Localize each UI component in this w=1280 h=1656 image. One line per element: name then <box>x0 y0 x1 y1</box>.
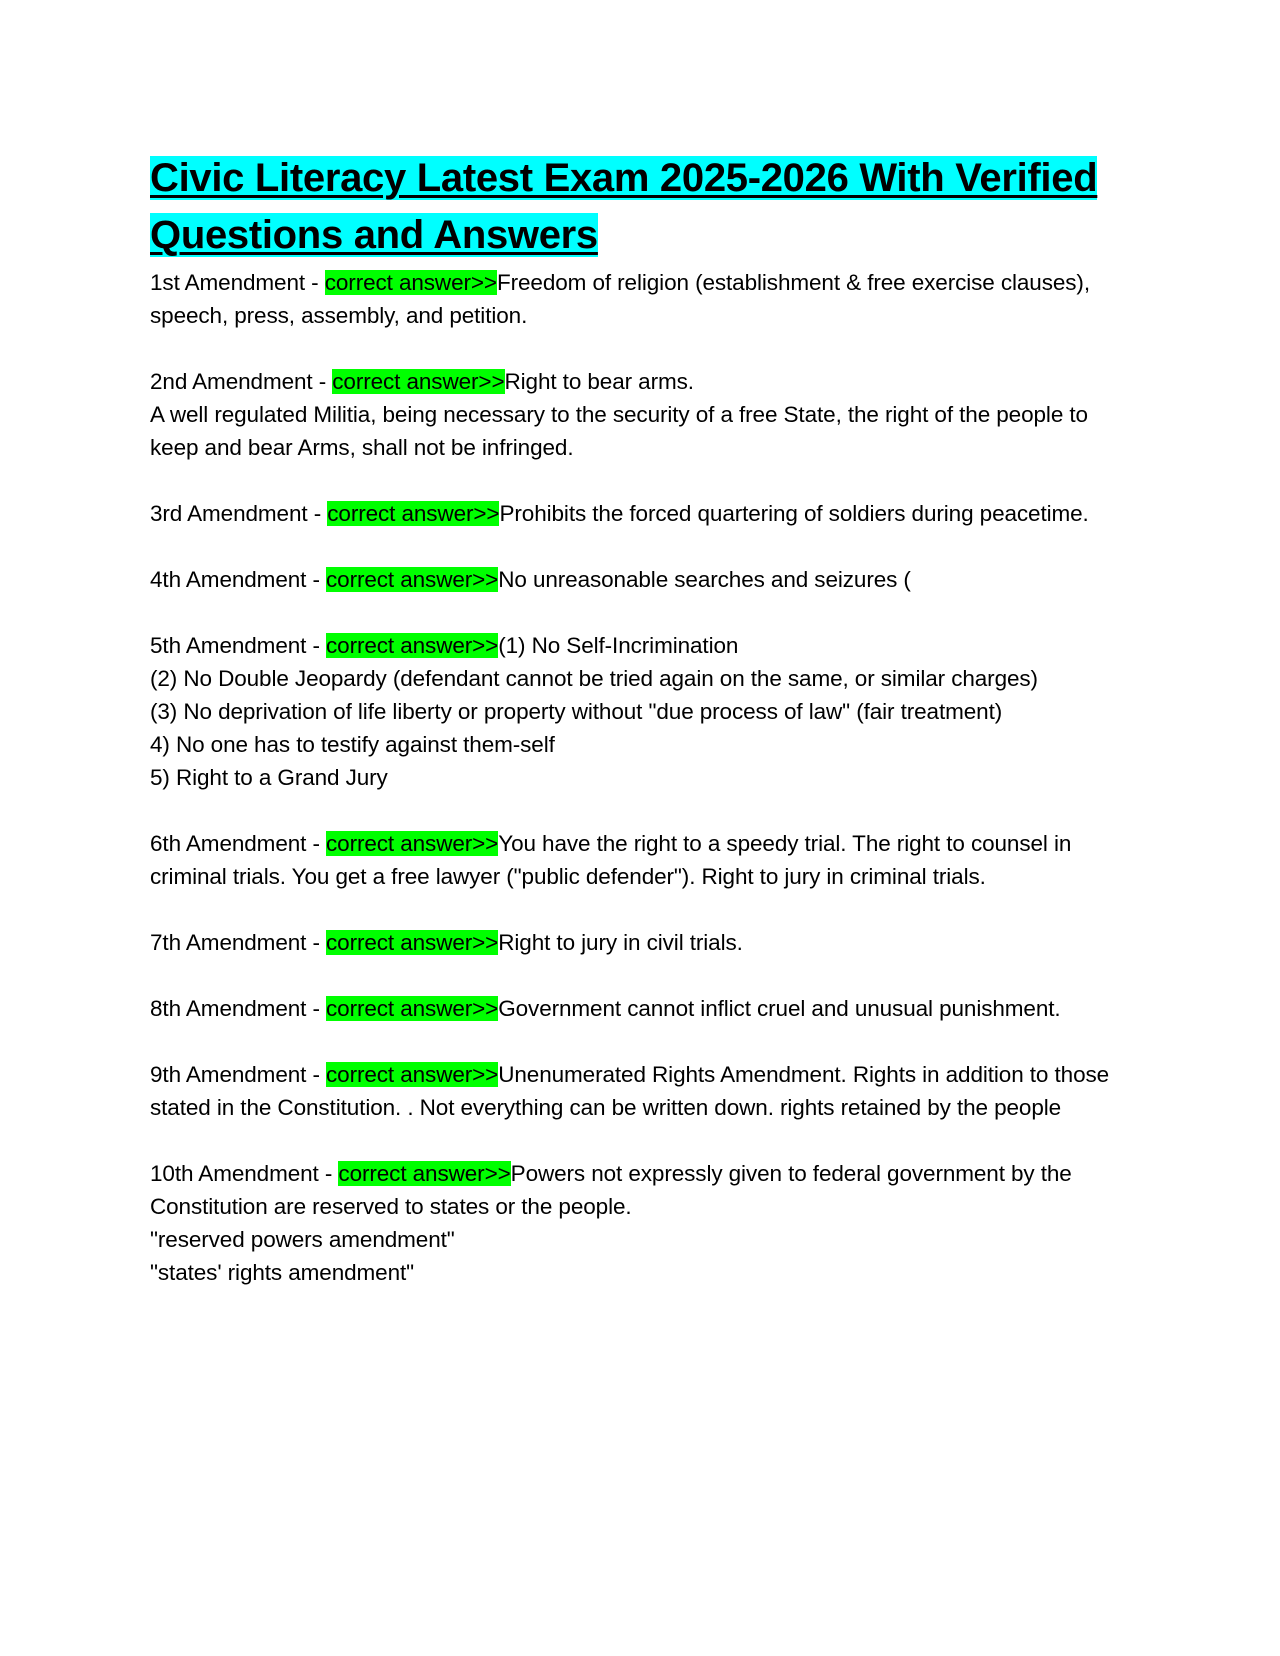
amendment-entry <box>150 266 1130 332</box>
amendment-term: 10th Amendment - <box>150 1161 339 1186</box>
amendment-term: 2nd Amendment - <box>150 369 333 394</box>
answer-text: Prohibits the forced quartering of soldiers during peacetime. <box>499 501 1089 526</box>
amendment-entry <box>150 497 1130 530</box>
amendment-entry <box>150 992 1130 1025</box>
entry-first-line <box>150 497 1130 530</box>
answer-text: Right to jury in civil trials. <box>498 930 743 955</box>
entry-first-line <box>150 563 1130 596</box>
amendment-term: 4th Amendment - <box>150 567 326 592</box>
amendment-term: 6th Amendment - <box>150 831 326 856</box>
answer-tag: correct answer>> <box>327 501 500 526</box>
entry-first-line <box>150 266 1130 332</box>
amendment-entry <box>150 827 1130 893</box>
answer-tag: correct answer>> <box>324 270 497 295</box>
answer-tag: correct answer>> <box>326 996 499 1021</box>
answer-text: Right to bear arms. <box>504 369 694 394</box>
entry-first-line <box>150 1058 1130 1124</box>
answer-continuation-line: (3) No deprivation of life liberty or property without "due process of law" (fair treatment) <box>150 699 1003 724</box>
amendment-entry <box>150 1157 1130 1289</box>
amendment-term: 3rd Amendment - <box>150 501 328 526</box>
amendment-entry <box>150 563 1130 596</box>
amendment-entry <box>150 365 1130 464</box>
answer-text: Freedom of religion (establishment & free exercise clauses), speech, press, assembly, and petition. <box>150 270 1090 328</box>
entry-first-line <box>150 629 1130 662</box>
answer-continuation-line: 5) Right to a Grand Jury <box>150 765 388 790</box>
entry-first-line <box>150 827 1130 893</box>
entry-first-line <box>150 992 1130 1025</box>
answer-text: Powers not expressly given to federal government by the Constitution are reserved to states or the people. <box>150 1161 1072 1219</box>
amendment-term: 7th Amendment - <box>150 930 326 955</box>
entry-first-line <box>150 365 1130 398</box>
answer-text: No unreasonable searches and seizures ( <box>498 567 911 592</box>
answer-tag: correct answer>> <box>326 831 499 856</box>
answer-text: You have the right to a speedy trial. The right to counsel in criminal trials. You get a free lawyer ("public defender"). Right to jury in criminal trials. <box>150 831 1072 889</box>
amendment-term: 9th Amendment - <box>150 1062 326 1087</box>
document-title <box>150 150 1130 264</box>
answer-continuation-line: "reserved powers amendment" <box>150 1227 455 1252</box>
title-highlight: Civic Literacy Latest Exam 2025-2026 With Verified Questions and Answers <box>150 156 1098 257</box>
answer-text: Government cannot inflict cruel and unusual punishment. <box>498 996 1061 1021</box>
answer-continuation-line: 4) No one has to testify against them-self <box>150 732 555 757</box>
answer-tag: correct answer>> <box>332 369 505 394</box>
answer-continuation-line: "states' rights amendment" <box>150 1260 415 1285</box>
amendment-term: 5th Amendment - <box>150 633 326 658</box>
amendment-entry <box>150 629 1130 794</box>
document-page <box>150 150 1130 1322</box>
amendment-entry <box>150 926 1130 959</box>
answer-tag: correct answer>> <box>338 1161 511 1186</box>
answer-continuation-line: (2) No Double Jeopardy (defendant cannot be tried again on the same, or similar charges) <box>150 666 1038 691</box>
answer-text: Unenumerated Rights Amendment. Rights in addition to those stated in the Constitution. . Not everything can be written down. rights retained by the people <box>150 1062 1110 1120</box>
amendment-term: 8th Amendment - <box>150 996 326 1021</box>
answer-tag: correct answer>> <box>326 567 499 592</box>
amendment-entry <box>150 1058 1130 1124</box>
entry-first-line <box>150 926 1130 959</box>
amendment-term: 1st Amendment - <box>150 270 325 295</box>
entry-list <box>150 266 1130 1289</box>
answer-text: (1) No Self-Incrimination <box>498 633 739 658</box>
entry-first-line <box>150 1157 1130 1223</box>
answer-continuation-line: A well regulated Militia, being necessary to the security of a free State, the right of the people to keep and bear Arms, shall not be infringed. <box>150 402 1088 460</box>
answer-tag: correct answer>> <box>326 930 499 955</box>
answer-tag: correct answer>> <box>326 633 499 658</box>
answer-tag: correct answer>> <box>326 1062 499 1087</box>
